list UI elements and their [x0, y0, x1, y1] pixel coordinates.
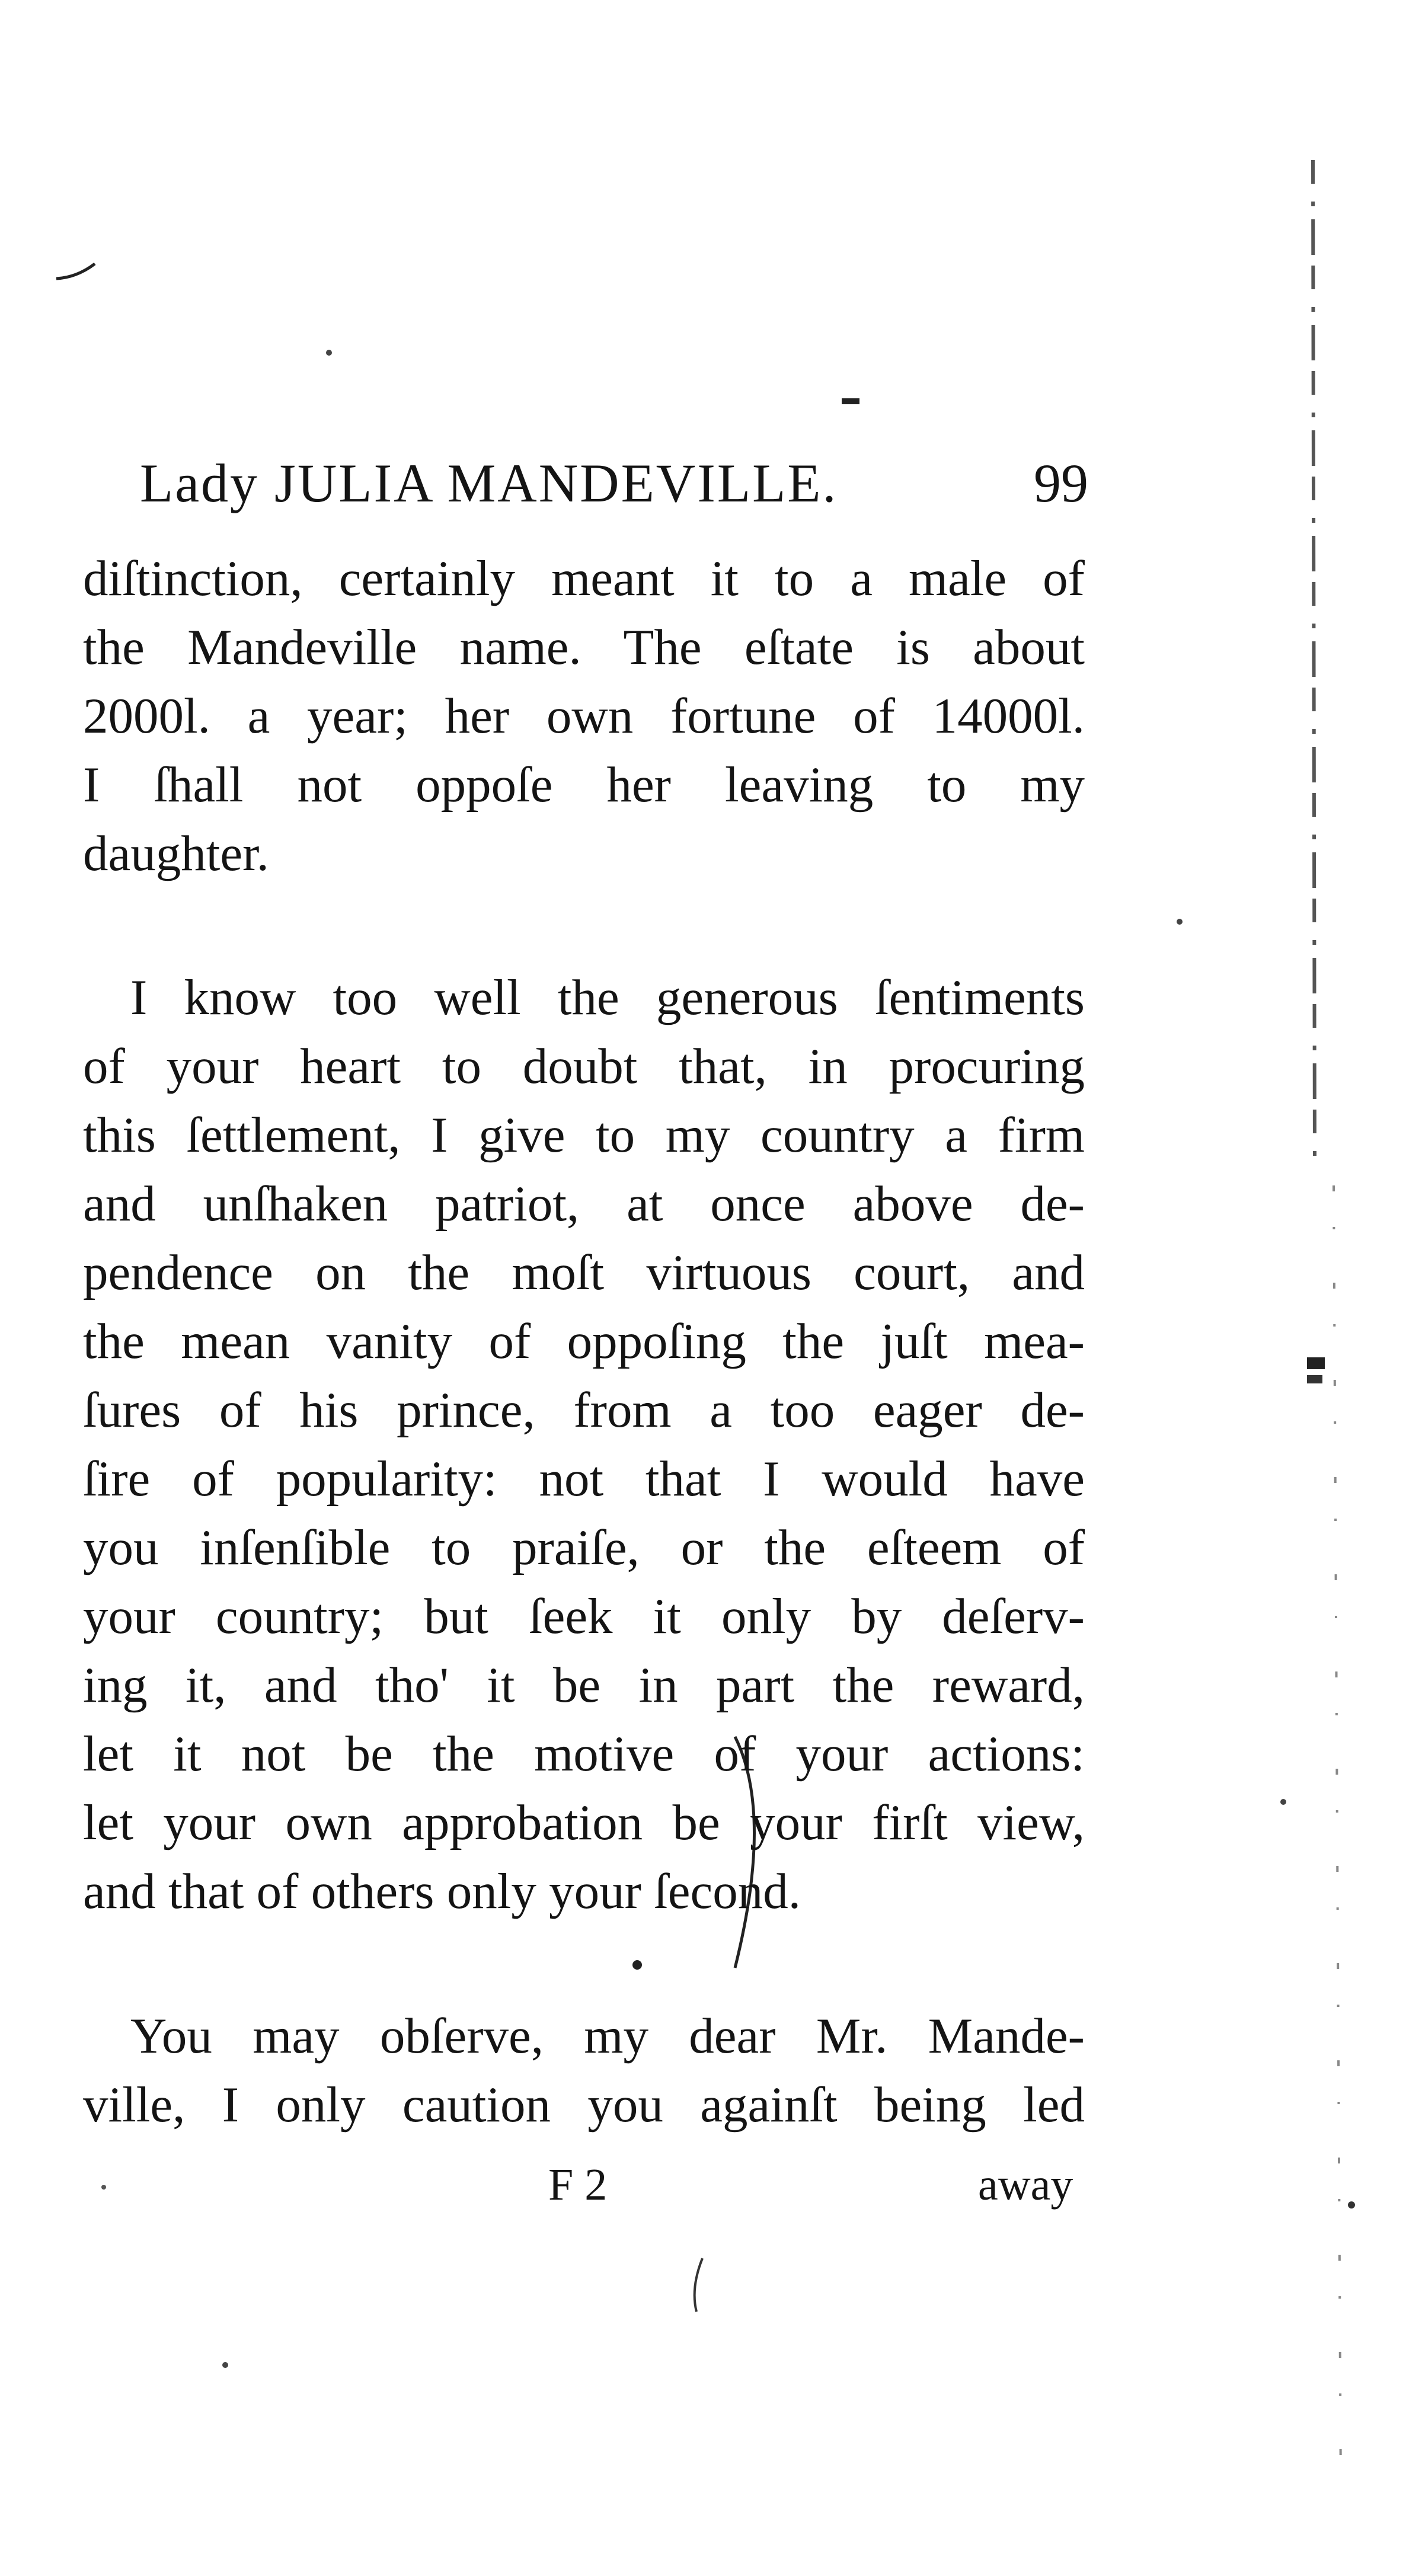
- text-line: let it not be the motive of your actions:: [83, 1726, 1085, 1782]
- text-line: of your heart to doubt that, in procuring: [83, 1038, 1085, 1094]
- text-line: ſures of his prince, from a too eager de-: [83, 1382, 1085, 1438]
- ink-dot-3: [1280, 1799, 1286, 1805]
- text-line: pendence on the moſt virtuous court, and: [83, 1245, 1085, 1300]
- catchword: away: [978, 2160, 1073, 2210]
- text-line: I ſhall not oppoſe her leaving to my: [83, 757, 1085, 813]
- text-line: you inſenſible to praiſe, or the eſteem of: [83, 1520, 1085, 1575]
- margin-block-1: [1307, 1357, 1325, 1369]
- page-header: [140, 445, 1088, 522]
- text-line: ville, I only caution you againſt being led: [83, 2077, 1085, 2133]
- dash-mark-top: [842, 398, 859, 404]
- page-number: 99: [1034, 453, 1088, 513]
- text-line: 2000l. a year; her own fortune of 14000l.: [83, 688, 1085, 744]
- ink-dot-1: [632, 1960, 642, 1970]
- stray-pen-stroke-top-left: [56, 264, 95, 279]
- margin-bleed-line: [1313, 160, 1315, 1162]
- margin-block-2: [1307, 1375, 1322, 1383]
- text-line: You may obſerve, my dear Mr. Mande-: [130, 2008, 1085, 2064]
- ink-dot-4: [101, 2185, 106, 2190]
- text-line: and that of others only your ſecond.: [83, 1864, 801, 1919]
- margin-bleed-line-2: [1334, 1185, 1341, 2489]
- paragraph-3: [83, 2002, 1085, 2139]
- ink-dot-7: [1177, 919, 1183, 925]
- ink-dot-5: [222, 2362, 228, 2368]
- text-line: this ſettlement, I give to my country a firm: [83, 1107, 1085, 1163]
- text-line: daughter.: [83, 826, 269, 881]
- text-line: your country; but ſeek it only by deſerv-: [83, 1589, 1085, 1644]
- paragraph-1: [83, 544, 1085, 888]
- ink-dot-2: [326, 350, 332, 356]
- text-line: the Mandeville name. The eſtate is about: [83, 619, 1085, 675]
- text-line: the mean vanity of oppoſing the juſt mea-: [83, 1313, 1085, 1369]
- running-title: Lady JULIA MANDEVILLE.: [140, 453, 838, 513]
- handwritten-tick-bottom: [695, 2258, 702, 2312]
- text-line: diſtinction, certainly meant it to a male of: [83, 551, 1085, 606]
- text-line: ing it, and tho' it be in part the reward,: [83, 1657, 1085, 1713]
- paragraph-2: [83, 963, 1085, 1926]
- text-line: I know too well the generous ſentiments: [130, 970, 1085, 1025]
- text-line: ſire of popularity: not that I would have: [83, 1451, 1085, 1507]
- ink-dot-6: [1348, 2201, 1355, 2209]
- signature-mark: F 2: [548, 2160, 608, 2210]
- text-line: let your own approbation be your firſt view,: [83, 1795, 1085, 1850]
- text-line: and unſhaken patriot, at once above de-: [83, 1176, 1085, 1232]
